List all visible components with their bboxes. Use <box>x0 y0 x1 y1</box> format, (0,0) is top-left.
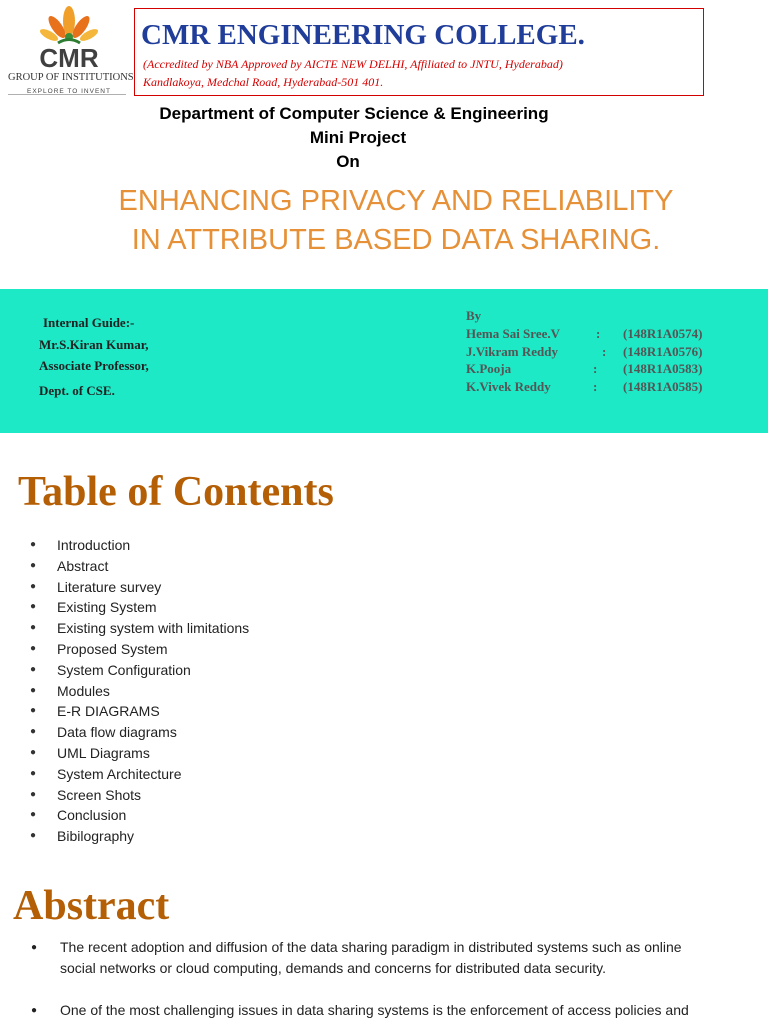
bullet-icon: ● <box>30 705 37 717</box>
toc-item-label: System Architecture <box>57 765 182 782</box>
student-name: K.Vivek Reddy <box>466 379 551 394</box>
team-band <box>0 289 768 433</box>
student-roll: (148R1A0583) <box>623 361 703 376</box>
department-line: Department of Computer Science & Engineering <box>159 104 549 123</box>
toc-heading: Table of Contents <box>18 469 334 515</box>
toc-item-label: Bibilography <box>57 828 135 845</box>
guide-dept: Dept. of CSE. <box>39 383 115 398</box>
bullet-icon: ● <box>31 1005 38 1016</box>
toc-item-label: Abstract <box>57 557 109 574</box>
toc-item-label: Modules <box>57 682 110 699</box>
project-type-line: Mini Project <box>309 128 407 147</box>
bullet-icon: ● <box>30 663 37 675</box>
toc-item-label: Existing System <box>57 599 157 616</box>
student-name: K.Pooja <box>466 361 512 376</box>
bullet-icon: ● <box>30 746 37 758</box>
student-roll: (148R1A0585) <box>623 379 703 394</box>
bullet-icon: ● <box>30 767 37 779</box>
accreditation-text: (Accredited by NBA Approved by AICTE NEW DELHI, Affiliated to JNTU, Hyderabad) <box>143 57 563 71</box>
logo-tagline: EXPLORE TO INVENT <box>27 88 111 95</box>
toc-item-label: UML Diagrams <box>57 744 150 761</box>
student-name: Hema Sai Sree.V <box>466 326 560 341</box>
logo-underline <box>8 94 126 95</box>
toc-item-label: Proposed System <box>57 640 168 657</box>
abstract-text-line: The recent adoption and diffusion of the data sharing paradigm in distributed systems such as online <box>60 939 682 955</box>
abstract-text-line: One of the most challenging issues in data sharing systems is the enforcement of access policies and <box>60 1002 689 1018</box>
toc-item-label: Screen Shots <box>57 786 142 803</box>
toc-item-label: Introduction <box>57 537 131 553</box>
toc-item-label: E-R DIAGRAMS <box>57 703 160 720</box>
bullet-icon: ● <box>30 684 37 696</box>
bullet-icon: ● <box>31 942 38 953</box>
bullet-icon: ● <box>30 580 37 592</box>
logo-brand: CMR <box>39 43 99 73</box>
bullet-icon: ● <box>30 622 37 634</box>
toc-item-label: Literature survey <box>57 578 162 595</box>
bullet-icon: ● <box>30 559 37 571</box>
abstract-text-line: social networks or cloud computing, demands and concerns for distributed data security. <box>60 960 607 976</box>
student-separator: : <box>593 379 598 394</box>
bullet-icon: ● <box>30 726 37 738</box>
student-separator: : <box>602 344 607 359</box>
guide-label: Internal Guide:- <box>43 315 135 330</box>
guide-designation: Associate Professor, <box>39 358 149 373</box>
bullet-icon: ● <box>30 830 37 842</box>
bullet-icon: ● <box>30 642 37 654</box>
by-label: By <box>466 308 482 323</box>
student-roll: (148R1A0574) <box>623 326 703 341</box>
college-name: CMR ENGINEERING COLLEGE. <box>141 19 585 51</box>
college-header-box <box>134 8 704 96</box>
logo-group-text: GROUP OF INSTITUTIONS <box>8 72 134 83</box>
bullet-icon: ● <box>30 601 37 613</box>
student-roll: (148R1A0576) <box>623 344 703 359</box>
lotus-icon <box>40 6 98 46</box>
bullet-icon: ● <box>30 788 37 800</box>
student-name: J.Vikram Reddy <box>466 344 558 359</box>
college-address: Kandlakoya, Medchal Road, Hyderabad-501 401. <box>143 75 384 89</box>
guide-name: Mr.S.Kiran Kumar, <box>39 337 149 352</box>
cmr-logo <box>8 6 134 96</box>
project-title-line1: ENHANCING PRIVACY AND RELIABILITY <box>118 185 674 217</box>
project-title-line2: IN ATTRIBUTE BASED DATA SHARING. <box>131 224 661 256</box>
student-separator: : <box>593 361 598 376</box>
toc-item-label: Conclusion <box>57 807 127 824</box>
bullet-icon: ● <box>30 539 37 550</box>
bullet-icon: ● <box>30 809 37 821</box>
toc-item-label: Data flow diagrams <box>57 724 177 741</box>
abstract-heading: Abstract <box>13 883 170 929</box>
student-separator: : <box>596 326 601 341</box>
on-line: On <box>336 152 360 171</box>
toc-item-label: System Configuration <box>57 661 191 678</box>
toc-item-label: Existing system with limitations <box>57 620 250 637</box>
